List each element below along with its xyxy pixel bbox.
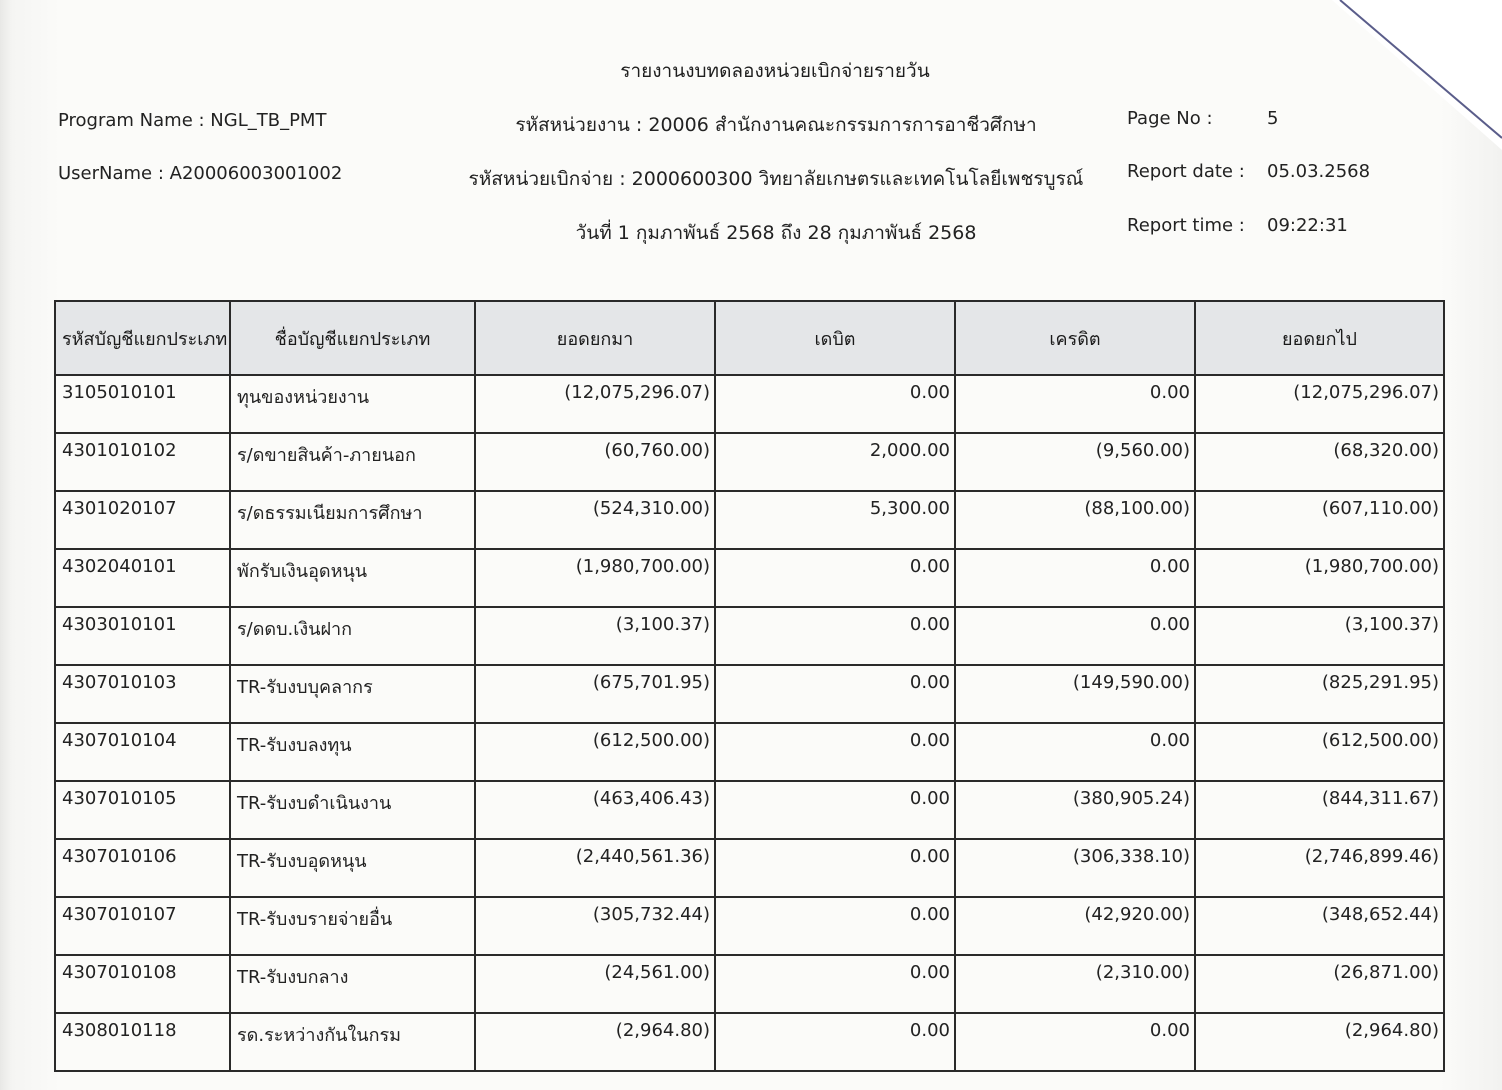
debit: 0.00 (715, 723, 955, 781)
account-code: 4308010118 (55, 1013, 230, 1071)
credit: 0.00 (955, 723, 1195, 781)
table-row (55, 549, 1444, 607)
debit: 0.00 (715, 955, 955, 1013)
debit: 0.00 (715, 665, 955, 723)
closing-balance: (612,500.00) (1195, 723, 1444, 781)
opening-balance: (463,406.43) (475, 781, 715, 839)
debit: 0.00 (715, 897, 955, 955)
header-account-code: รหัสบัญชีแยกประเภท (55, 301, 230, 375)
closing-balance: (1,980,700.00) (1195, 549, 1444, 607)
account-name: TR-รับงบอุดหนุน (230, 839, 475, 897)
credit: (306,338.10) (955, 839, 1195, 897)
table-row (55, 897, 1444, 955)
opening-balance: (675,701.95) (475, 665, 715, 723)
report-date-value: 05.03.2568 (1267, 161, 1371, 182)
closing-balance: (68,320.00) (1195, 433, 1444, 491)
account-code: 4307010103 (55, 665, 230, 723)
opening-balance: (612,500.00) (475, 723, 715, 781)
closing-balance: (3,100.37) (1195, 607, 1444, 665)
account-name: TR-รับงบบุคลากร (230, 665, 475, 723)
credit: (88,100.00) (955, 491, 1195, 549)
opening-balance: (2,964.80) (475, 1013, 715, 1071)
account-name: TR-รับงบดำเนินงาน (230, 781, 475, 839)
credit: 0.00 (955, 549, 1195, 607)
agency-line: รหัสหน่วยงาน : 20006 สำนักงานคณะกรรมการการอาชีวศึกษา (515, 114, 1037, 136)
opening-balance: (2,440,561.36) (475, 839, 715, 897)
table-row (55, 781, 1444, 839)
account-name: ร/ดธรรมเนียมการศึกษา (230, 491, 475, 549)
report-title: รายงานงบทดลองหน่วยเบิกจ่ายรายวัน (620, 60, 930, 82)
credit: (380,905.24) (955, 781, 1195, 839)
account-code: 4307010104 (55, 723, 230, 781)
page-no-value: 5 (1267, 108, 1279, 129)
header-closing-balance: ยอดยกไป (1195, 301, 1444, 375)
debit: 5,300.00 (715, 491, 955, 549)
report-time-value: 09:22:31 (1267, 215, 1348, 236)
table-row (55, 665, 1444, 723)
closing-balance: (825,291.95) (1195, 665, 1444, 723)
opening-balance: (524,310.00) (475, 491, 715, 549)
report-time-label: Report time : (1127, 215, 1245, 236)
program-name: Program Name : NGL_TB_PMT (58, 110, 327, 131)
account-code: 4307010105 (55, 781, 230, 839)
credit: (9,560.00) (955, 433, 1195, 491)
account-code: 4307010106 (55, 839, 230, 897)
disbursing-unit-line: รหัสหน่วยเบิกจ่าย : 2000600300 วิทยาลัยเกษตรและเทคโนโลยีเพชรบูรณ์ (468, 168, 1084, 190)
table-row (55, 955, 1444, 1013)
credit: (2,310.00) (955, 955, 1195, 1013)
closing-balance: (844,311.67) (1195, 781, 1444, 839)
trial-balance-table (54, 300, 1445, 1072)
credit: (149,590.00) (955, 665, 1195, 723)
closing-balance: (12,075,296.07) (1195, 375, 1444, 433)
account-name: TR-รับงบกลาง (230, 955, 475, 1013)
closing-balance: (348,652.44) (1195, 897, 1444, 955)
opening-balance: (60,760.00) (475, 433, 715, 491)
page-no-label: Page No : (1127, 108, 1213, 129)
opening-balance: (305,732.44) (475, 897, 715, 955)
account-code: 3105010101 (55, 375, 230, 433)
closing-balance: (26,871.00) (1195, 955, 1444, 1013)
report-date-label: Report date : (1127, 161, 1245, 182)
table-row (55, 375, 1444, 433)
header-credit: เครดิต (955, 301, 1195, 375)
opening-balance: (12,075,296.07) (475, 375, 715, 433)
debit: 0.00 (715, 607, 955, 665)
debit: 0.00 (715, 1013, 955, 1071)
debit: 0.00 (715, 781, 955, 839)
table-row (55, 433, 1444, 491)
debit: 0.00 (715, 549, 955, 607)
closing-balance: (607,110.00) (1195, 491, 1444, 549)
table-row (55, 1013, 1444, 1071)
opening-balance: (1,980,700.00) (475, 549, 715, 607)
opening-balance: (3,100.37) (475, 607, 715, 665)
closing-balance: (2,964.80) (1195, 1013, 1444, 1071)
account-name: ร/ดดบ.เงินฝาก (230, 607, 475, 665)
account-name: ทุนของหน่วยงาน (230, 375, 475, 433)
closing-balance: (2,746,899.46) (1195, 839, 1444, 897)
table-row (55, 723, 1444, 781)
account-code: 4301020107 (55, 491, 230, 549)
table-header-row (55, 301, 1444, 375)
account-code: 4307010108 (55, 955, 230, 1013)
account-code: 4307010107 (55, 897, 230, 955)
account-name: TR-รับงบรายจ่ายอื่น (230, 897, 475, 955)
account-code: 4303010101 (55, 607, 230, 665)
account-name: พักรับเงินอุดหนุน (230, 549, 475, 607)
credit: 0.00 (955, 607, 1195, 665)
opening-balance: (24,561.00) (475, 955, 715, 1013)
debit: 2,000.00 (715, 433, 955, 491)
account-name: รด.ระหว่างกันในกรม (230, 1013, 475, 1071)
debit: 0.00 (715, 375, 955, 433)
period-line: วันที่ 1 กุมภาพันธ์ 2568 ถึง 28 กุมภาพันธ์ 2568 (575, 222, 977, 244)
credit: 0.00 (955, 375, 1195, 433)
table-row (55, 491, 1444, 549)
account-code: 4302040101 (55, 549, 230, 607)
account-name: TR-รับงบลงทุน (230, 723, 475, 781)
header-debit: เดบิต (715, 301, 955, 375)
credit: 0.00 (955, 1013, 1195, 1071)
credit: (42,920.00) (955, 897, 1195, 955)
debit: 0.00 (715, 839, 955, 897)
header-account-name: ชื่อบัญชีแยกประเภท (230, 301, 475, 375)
account-name: ร/ดขายสินค้า-ภายนอก (230, 433, 475, 491)
table-row (55, 839, 1444, 897)
user-name: UserName : A20006003001002 (58, 163, 343, 184)
table-row (55, 607, 1444, 665)
account-code: 4301010102 (55, 433, 230, 491)
header-opening-balance: ยอดยกมา (475, 301, 715, 375)
